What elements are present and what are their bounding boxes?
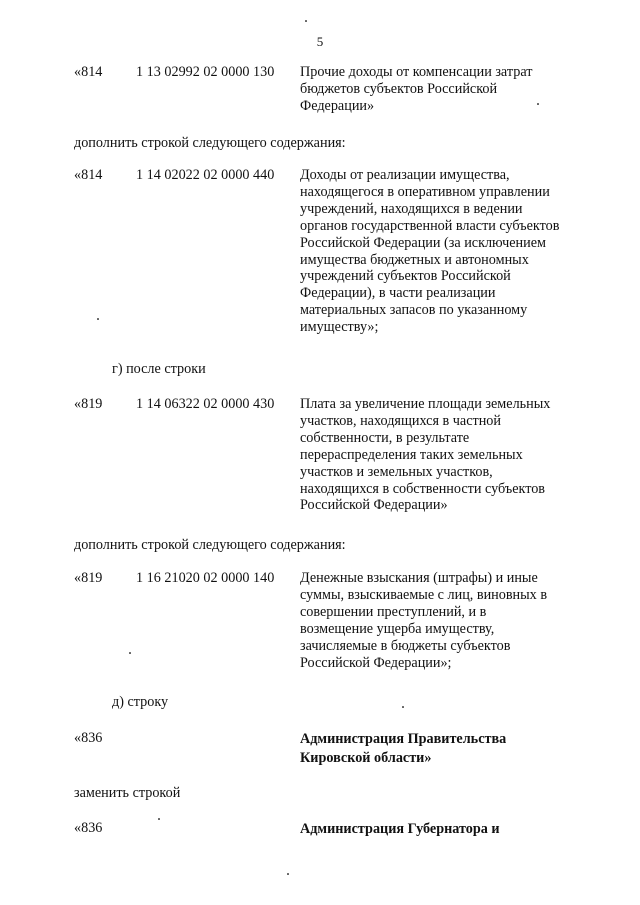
admin-code: «819 <box>74 396 103 412</box>
instruction-text: заменить строкой <box>74 785 181 801</box>
budget-classification-code: 1 14 06322 02 0000 430 <box>136 396 275 412</box>
budget-classification-code: 1 14 02022 02 0000 440 <box>136 167 275 183</box>
admin-code: «814 <box>74 167 103 183</box>
admin-code: «836 <box>74 730 103 746</box>
budget-classification-code: 1 13 02992 02 0000 130 <box>136 64 275 80</box>
scan-speck <box>287 873 289 875</box>
revenue-name: Денежные взыскания (штрафы) и иные суммы, взыскиваемые с лиц, виновных в совершении преступлений, и в возмещение ущерба имуществу, зачисляемые в бюджеты субъектов Российской Федерации»; <box>300 570 548 671</box>
instruction-item-d: д) строку <box>112 694 169 710</box>
scan-speck <box>97 318 99 320</box>
admin-code: «819 <box>74 570 103 586</box>
administrator-name: Администрация Правительства Кировской области» <box>300 731 507 766</box>
instruction-text: дополнить строкой следующего содержания: <box>74 135 346 151</box>
scan-speck <box>402 706 404 708</box>
admin-code: «814 <box>74 64 103 80</box>
scan-speck <box>305 20 307 22</box>
admin-code: «836 <box>74 820 103 836</box>
revenue-name: Прочие доходы от компенсации затрат бюджетов субъектов Российской Федерации» <box>300 64 533 114</box>
revenue-name: Плата за увеличение площади земельных участков, находящихся в частной собственности, в результате перераспределения таких земельных участков и земельных участков, находящихся в собственности субъектов Российской Федерации» <box>300 396 551 514</box>
scan-speck <box>537 103 539 105</box>
scan-speck <box>129 652 131 654</box>
scan-speck <box>158 818 160 820</box>
instruction-item-g: г) после строки <box>112 361 206 377</box>
revenue-name: Доходы от реализации имущества, находящегося в оперативном управлении учреждений, находящихся в ведении органов государственной власти субъектов Российской Федерации (за исключением имущества бюджетных и автономных учреждений субъектов Российской Федерации), в части реализации материальных запасов по указанному имуществу»; <box>300 167 560 336</box>
page-number: 5 <box>316 34 324 49</box>
administrator-name: Администрация Губернатора и <box>300 821 500 837</box>
budget-classification-code: 1 16 21020 02 0000 140 <box>136 570 275 586</box>
instruction-text: дополнить строкой следующего содержания: <box>74 537 346 553</box>
